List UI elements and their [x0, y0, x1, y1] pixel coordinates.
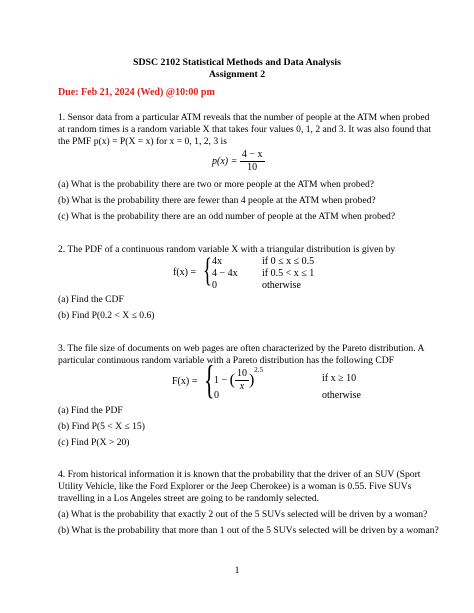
q1-text-line-2: at random times is a random variable X that takes four values 0, 1, 2 and 3. It was also found that [58, 124, 431, 135]
q3-case2-cond: otherwise [322, 390, 361, 401]
q1-part-c: (c) What is the probability there are an odd number of people at the ATM when probed? [58, 211, 396, 222]
q3-part-b: (b) Find P(5 < X ≤ 15) [58, 421, 145, 432]
q3-brace: { [204, 357, 215, 402]
q4-part-a: (a) What is the probability that exactly 2 out of the 5 SUVs selected will be driven by a woman? [58, 509, 428, 520]
q3-case1-numerator: 10 [236, 368, 247, 379]
q3-eq-lhs: F(x) = [172, 376, 198, 387]
q1-pmf-equation [212, 149, 265, 174]
q4-part-b: (b) What is the probability that more than 1 out of the 5 SUVs selected will be driven by a woman? [58, 525, 439, 536]
q3-text-line-2: particular continuous random variable with a Pareto distribution has the following CDF [58, 355, 394, 366]
q2-brace: { [203, 252, 212, 289]
q1-text-line-1: 1. Sensor data from a particular ATM reveals that the number of people at the ATM when probed [58, 112, 430, 123]
due-date: Due: Feb 21, 2024 (Wed) @10:00 pm [58, 87, 215, 98]
q3-part-c: (c) Find P(X > 20) [58, 437, 130, 448]
q1-part-b: (b) What is the probability there are fewer than 4 people at the ATM when probed? [58, 195, 376, 206]
q2-text-line-1: 2. The PDF of a continuous random variable X with a triangular distribution is given by [58, 244, 396, 255]
q1-part-a: (a) What is the probability there are two or more people at the ATM when probed? [58, 179, 375, 190]
q2-part-b: (b) Find P(0.2 < X ≤ 0.6) [58, 310, 155, 321]
q1-eq-denominator: 10 [247, 162, 258, 173]
course-title: SDSC 2102 Statistical Methods and Data Analysis [133, 57, 341, 68]
q2-part-a: (a) Find the CDF [58, 294, 124, 305]
q2-eq-lhs: f(x) = [173, 267, 197, 278]
q3-case2-expr: 0 [214, 390, 219, 401]
q3-part-a: (a) Find the PDF [58, 405, 123, 416]
q1-eq-numerator: 4 − x [241, 149, 263, 160]
q4-text-line-1: 4. From historical information it is known that the probability that the driver of an SUV (Sport [58, 469, 421, 480]
q2-case1-cond: if 0 ≤ x ≤ 0.5 [262, 256, 315, 267]
q3-case1-cond: if x ≥ 10 [322, 373, 357, 384]
q2-case2-cond: if 0.5 < x ≤ 1 [262, 268, 315, 279]
q2-case1-expr: 4x [212, 256, 222, 267]
q2-case3-expr: 0 [212, 280, 217, 291]
q1-eq-fraction [240, 149, 265, 174]
q4-text-line-2: Utility Vehicle, like the Ford Explorer or the Jeep Cherokee) is a woman is 0.55. Five SUVs [58, 481, 412, 492]
assignment-title: Assignment 2 [208, 69, 266, 80]
q3-case1-expr: 1 − ( $\frac{10}{x}$ )$^{2.5}$ [214, 366, 264, 392]
q1-text-line-3: the PMF p(x) = P(X = x) for x = 0, 1, 2, 3 is [58, 136, 227, 147]
q3-case1-fraction [235, 368, 249, 393]
q2-case2-expr: 4 − 4x [212, 268, 238, 279]
q4-text-line-3: travelling in a Los Angeles street are going to be randomly selected. [58, 493, 320, 504]
q2-case3-cond: otherwise [262, 280, 301, 291]
page-number: 1 [234, 565, 240, 576]
q3-text-line-1: 3. The file size of documents on web pages are often characterized by the Pareto distribution. A [58, 343, 425, 354]
q3-case1-pre: 1 − [214, 375, 228, 386]
q1-eq-lhs: p(x) = [212, 156, 238, 167]
q3-case1-denominator: x [239, 381, 245, 392]
q3-case1-exponent: 2.5 [254, 366, 264, 375]
